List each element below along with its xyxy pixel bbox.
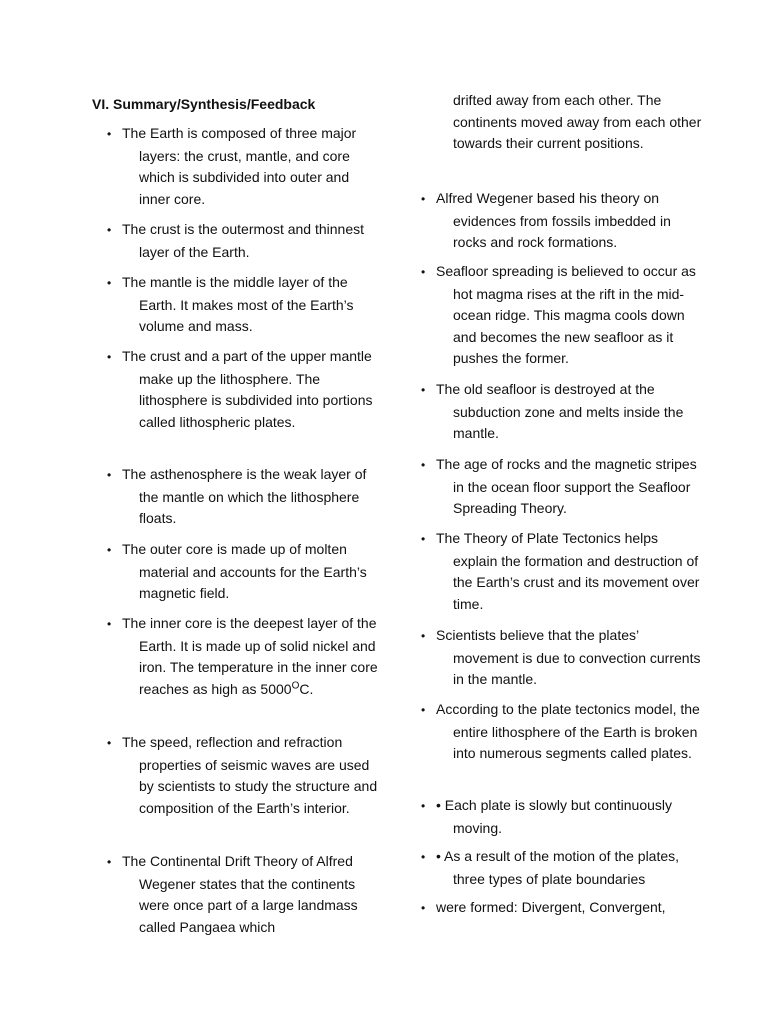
temperature-unit: C.	[299, 680, 314, 697]
bullet-marker: •	[107, 736, 112, 750]
bullet-marker: •	[107, 617, 112, 631]
list-item-text: The old seafloor is destroyed at the subduction zone and melts inside the mantle.	[436, 381, 684, 441]
list-item	[92, 851, 382, 938]
list-item-text: • Each plate is slowly but continuously moving.	[436, 797, 673, 836]
list-item-text: were formed: Divergent, Convergent,	[436, 899, 666, 915]
bullet-marker: •	[421, 901, 426, 915]
bullet-marker: •	[421, 192, 426, 206]
bullet-marker: •	[107, 468, 112, 482]
list-item	[92, 272, 382, 338]
list-item	[406, 454, 706, 520]
bullet-marker: •	[107, 276, 112, 290]
list-item-text: The mantle is the middle layer of the Earth. It makes most of the Earth’s volume and mass.	[122, 274, 354, 334]
list-item	[92, 732, 382, 819]
bullet-marker: •	[107, 127, 112, 141]
list-item-text: Scientists believe that the plates’ movement is due to convection currents in the mantle.	[436, 627, 701, 687]
list-item	[92, 219, 382, 263]
section-heading: VI. Summary/Synthesis/Feedback	[92, 96, 316, 112]
list-item-text: The inner core is the deepest layer of the Earth. It is made up of solid nickel and iron. The temperature in the inner core reaches as high as	[122, 615, 378, 697]
list-item-text: The Continental Drift Theory of Alfred Wegener states that the continents were once part of a large landmass called Pangaea which	[122, 853, 358, 935]
list-item-text: The Earth is composed of three major layers: the crust, mantle, and core which is subdivided into outer and inner core.	[122, 125, 357, 207]
list-item-text: The speed, reflection and refraction properties of seismic waves are used by scientists to study the structure and composition of the Earth’s interior.	[122, 734, 378, 816]
list-item-text: The crust and a part of the upper mantle make up the lithosphere. The lithosphere is subdivided into portions called lithospheric plates.	[122, 348, 373, 430]
bullet-marker: •	[421, 383, 426, 397]
list-item	[92, 346, 382, 433]
list-item-text: The Theory of Plate Tectonics helps explain the formation and destruction of the Earth’s crust and its movement over time.	[436, 530, 700, 612]
bullet-marker: •	[107, 350, 112, 364]
list-item	[92, 613, 382, 700]
list-item-text: The crust is the outermost and thinnest layer of the Earth.	[122, 221, 365, 260]
list-item-text: The asthenosphere is the weak layer of the mantle on which the lithosphere floats.	[122, 466, 367, 526]
list-item	[406, 625, 706, 691]
bullet-marker: •	[421, 458, 426, 472]
degree-symbol: O	[291, 679, 300, 691]
list-item-text: The age of rocks and the magnetic stripes in the ocean floor support the Seafloor Spreading Theory.	[436, 456, 697, 516]
list-item-text: Alfred Wegener based his theory on evidences from fossils imbedded in rocks and rock formations.	[436, 190, 671, 250]
list-item	[92, 464, 382, 530]
bullet-marker: •	[421, 265, 426, 279]
list-item	[406, 188, 706, 254]
list-item-text: The outer core is made up of molten material and accounts for the Earth’s magnetic field.	[122, 541, 367, 601]
bullet-marker: •	[421, 629, 426, 643]
continuation-text: drifted away from each other. The continents moved away from each other towards their current positions.	[453, 92, 702, 151]
bullet-marker: •	[107, 223, 112, 237]
list-item-text: Seafloor spreading is believed to occur as hot magma rises at the rift in the mid-ocean ridge. This magma cools down and becomes the new seafloor as it pushes the former.	[436, 263, 696, 366]
bullet-marker: •	[107, 543, 112, 557]
bullet-marker: •	[421, 532, 426, 546]
list-item	[406, 528, 706, 615]
list-item	[406, 699, 706, 765]
bullet-marker: •	[421, 850, 426, 864]
list-item-text: • As a result of the motion of the plates, three types of plate boundaries	[436, 848, 680, 887]
list-item	[406, 261, 706, 370]
list-item	[406, 795, 706, 839]
temperature-value: 5000	[260, 680, 292, 697]
bullet-marker: •	[107, 855, 112, 869]
list-item	[92, 539, 382, 605]
bullet-marker: •	[421, 703, 426, 717]
list-item	[92, 123, 382, 210]
list-item	[406, 379, 706, 445]
list-item-text: According to the plate tectonics model, the entire lithosphere of the Earth is broken into numerous segments called plates.	[436, 701, 700, 761]
bullet-marker: •	[421, 799, 426, 813]
list-item	[406, 897, 706, 920]
list-item	[406, 846, 706, 890]
